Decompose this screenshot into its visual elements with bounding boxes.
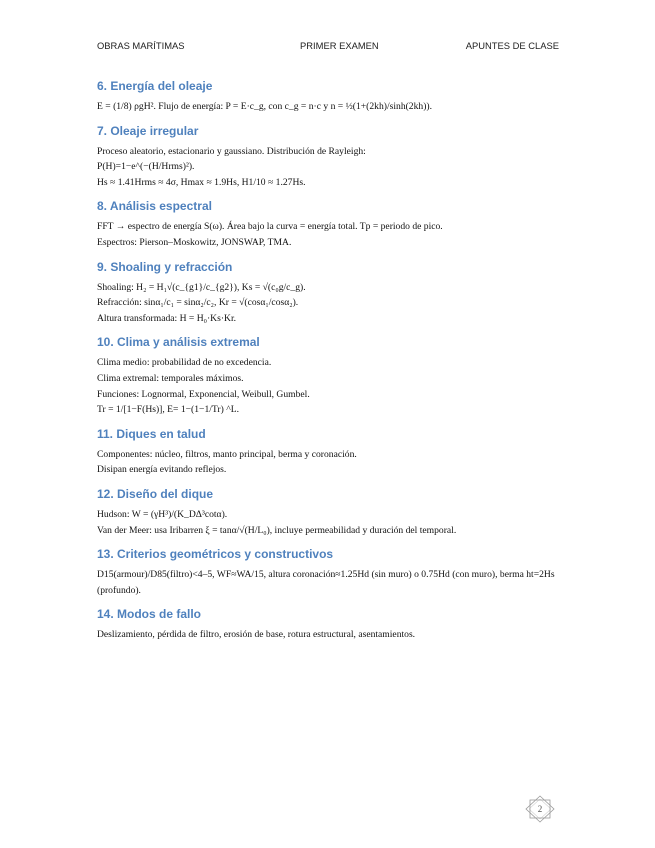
section-title: 11. Diques en talud <box>97 426 206 441</box>
section-title: 10. Clima y análisis extremal <box>97 335 260 350</box>
page-header <box>97 40 559 54</box>
section-energia <box>97 78 559 115</box>
header-exam: PRIMER EXAMEN <box>300 40 379 51</box>
section-modos-fallo <box>97 606 559 643</box>
page-number: 2 <box>537 804 543 814</box>
section-line: Proceso aleatorio, estacionario y gaussiano. Distribución de Rayleigh: <box>97 145 366 157</box>
section-title: 12. Diseño del dique <box>97 486 214 501</box>
section-line: Tr = 1/[1−F(Hs)], E= 1−(1−1/Tr) ^L. <box>97 404 239 416</box>
section-criterios <box>97 546 559 598</box>
section-line: D15(armour)/D85(filtro)<4–5, WF≈WA/15, altura coronación≈1.25Hd (sin muro) o 0.75Hd (con muro), berma ht=2Hs (profundo). <box>97 569 555 596</box>
section-title: 13. Criterios geométricos y constructivos <box>97 547 334 562</box>
section-line: Hudson: W = (γH³)/(K_DΔ³cotα). <box>97 508 228 520</box>
section-title: 9. Shoaling y refracción <box>97 259 233 274</box>
section-line: Funciones: Lognormal, Exponencial, Weibull, Gumbel. <box>97 388 310 400</box>
header-notes: APUNTES DE CLASE <box>465 40 559 51</box>
section-line: Componentes: núcleo, filtros, manto principal, berma y coronación. <box>97 448 357 460</box>
section-clima <box>97 334 559 417</box>
section-title: 7. Oleaje irregular <box>97 123 199 138</box>
section-line: Shoaling: H₂ = H₁√(c_{g1}/c_{g2}), Ks = √(c₀g/c_g). <box>97 281 306 293</box>
section-diseno-dique <box>97 486 559 538</box>
header-course: OBRAS MARÍTIMAS <box>97 40 185 51</box>
section-title: 8. Análisis espectral <box>97 199 212 214</box>
section-oleaje-irregular <box>97 123 559 191</box>
section-line: E = (1/8) ρgH². Flujo de energía: P = E·c_g, con c_g = n·c y n = ½(1+(2kh)/sinh(2kh)). <box>97 101 432 112</box>
document-body <box>97 78 559 651</box>
section-diques-talud <box>97 426 559 478</box>
section-line: Deslizamiento, pérdida de filtro, erosión de base, rotura estructural, asentamientos. <box>97 629 416 641</box>
section-title: 14. Modos de fallo <box>97 607 202 622</box>
section-title: 6. Energía del oleaje <box>97 79 213 93</box>
section-line: Espectros: Pierson–Moskowitz, JONSWAP, TMA. <box>97 236 292 248</box>
section-line: FFT → espectro de energía S(ω). Área bajo la curva = energía total. Tp = periodo de pico. <box>97 221 443 233</box>
section-line: Clima extremal: temporales máximos. <box>97 372 244 384</box>
section-line: P(H)=1−e^(−(H/Hrms)²). <box>97 161 195 173</box>
page-number-badge <box>524 795 556 823</box>
section-line: Van der Meer: usa Iribarren ξ = tanα/√(H/L₀), incluye permeabilidad y duración del temporal. <box>97 524 457 536</box>
section-analisis-espectral <box>97 198 559 250</box>
section-line: Altura transformada: H = H₀·Ks·Kr. <box>97 312 237 324</box>
section-line: Refracción: sinα₁/c₁ = sinα₂/c₂, Kr = √(cosα₁/cosα₂). <box>97 297 299 309</box>
section-shoaling <box>97 259 559 327</box>
section-line: Clima medio: probabilidad de no excedencia. <box>97 357 272 369</box>
section-line: Hs ≈ 1.41Hrms ≈ 4σ, Hmax ≈ 1.9Hs, H1/10 ≈ 1.27Hs. <box>97 176 306 188</box>
section-line: Disipan energía evitando reflejos. <box>97 464 227 476</box>
